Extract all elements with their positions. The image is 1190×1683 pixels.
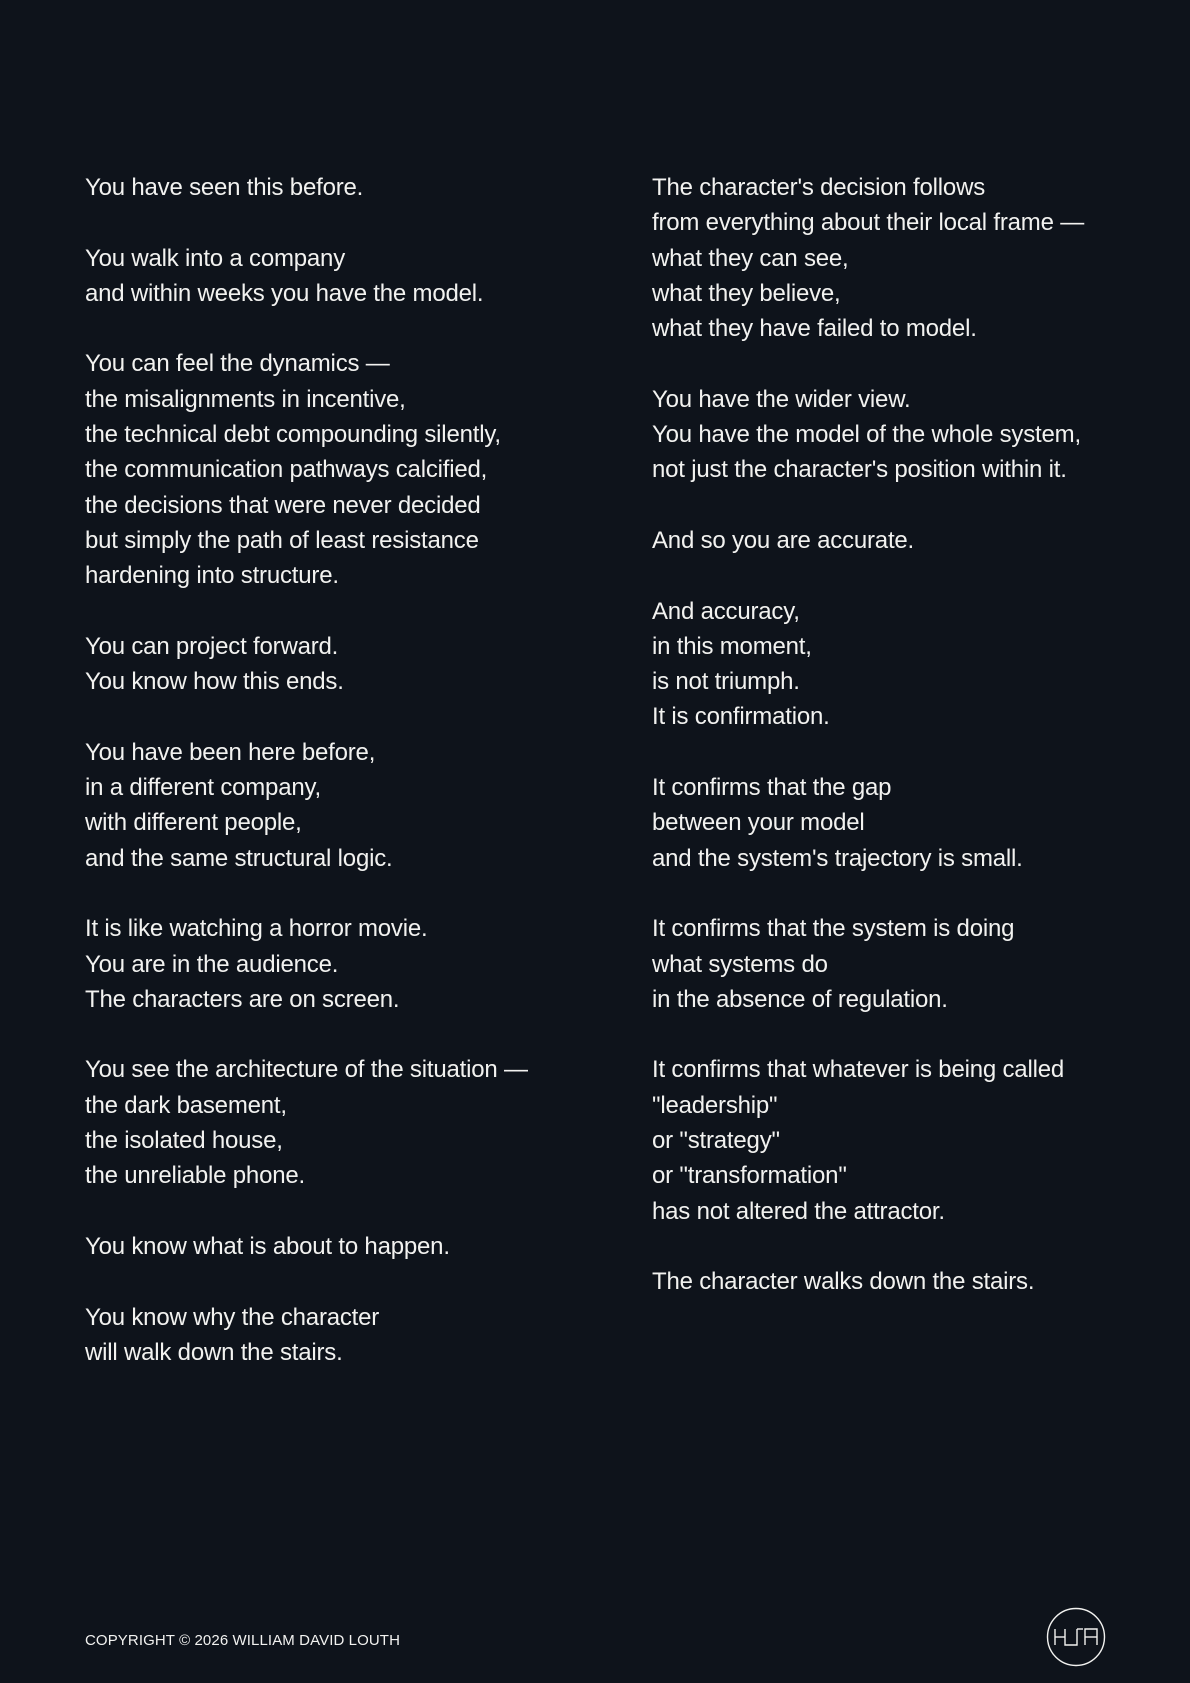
poem-stanza [652,770,1172,876]
poem-line: in a different company, [85,774,321,802]
poem-line: hardening into structure. [85,562,339,590]
poem-line: or "strategy" [652,1127,780,1155]
poem-line: but simply the path of least resistance [85,526,479,554]
poem-stanza [85,735,605,876]
poem-line: You know what is about to happen. [85,1232,450,1260]
poem-line: You have seen this before. [85,174,364,201]
poem-stanza [85,911,605,1017]
poem-line: You have the wider view. [652,385,911,413]
poem-line: You know why the character [85,1303,380,1331]
poem-line: the isolated house, [85,1127,283,1155]
poem-line: the dark basement, [85,1091,287,1119]
poem-line: will walk down the stairs. [85,1338,343,1366]
poem-stanza [652,594,1172,735]
poem-line: is not triumph. [652,668,800,696]
poem-left-column [85,170,605,1405]
poem-line: You have the model of the whole system, [652,421,1081,449]
poem-line: the misalignments in incentive, [85,385,406,413]
poem-line: It confirms that the system is doing [652,915,1015,943]
poem-line: with different people, [85,809,302,837]
poem-line: You know how this ends. [85,668,344,696]
poem-line: in the absence of regulation. [652,985,948,1013]
poem-line: in this moment, [652,632,812,660]
poem-line: what they have failed to model. [652,315,977,343]
poem-line: what systems do [652,950,828,978]
poem-stanza [652,911,1172,1017]
poem-stanza [85,170,605,205]
poem-line: The character's decision follows [652,174,985,201]
monogram-logo-icon [1046,1607,1106,1667]
poem-line: not just the character's position within it. [652,456,1067,484]
poem-stanza [652,1264,1172,1299]
poem-line: The character walks down the stairs. [652,1268,1035,1296]
poem-line: the communication pathways calcified, [85,456,488,484]
poem-line: It confirms that the gap [652,774,892,802]
poem-stanza [652,1052,1172,1228]
poem-line: You are in the audience. [85,950,339,978]
poem-stanza [85,241,605,312]
poem-line: And so you are accurate. [652,526,915,554]
footer-copyright: COPYRIGHT © 2026 WILLIAM DAVID LOUTH [85,1632,401,1649]
poem-stanza [85,629,605,700]
poem-line: It is confirmation. [652,703,830,731]
poem-line: And accuracy, [652,597,800,625]
poem-line: You have been here before, [85,738,376,766]
poem-stanza [85,1300,605,1371]
poem-line: what they believe, [652,279,841,307]
poem-line: You can feel the dynamics — [85,350,390,378]
poem-line: You can project forward. [85,632,339,660]
poem-line: between your model [652,809,865,837]
poem-line: and the system's trajectory is small. [652,844,1023,872]
poem-line: You see the architecture of the situation — [85,1056,528,1084]
poem-line: the technical debt compounding silently, [85,421,501,449]
poem-line: the decisions that were never decided [85,491,481,519]
poem-line: "leadership" [652,1091,778,1119]
poem-line: what they can see, [652,244,849,272]
poem-stanza [652,170,1172,346]
poem-line: You walk into a company [85,244,346,272]
poem-stanza [652,523,1172,558]
poem-line: from everything about their local frame — [652,209,1084,237]
poem-line: and within weeks you have the model. [85,279,484,307]
poem-line: and the same structural logic. [85,844,393,872]
poem-stanza [85,1229,605,1264]
poem-line: has not altered the attractor. [652,1197,945,1225]
poem-stanza [652,382,1172,488]
poem-stanza [85,346,605,593]
poem-line: The characters are on screen. [85,985,400,1013]
poem-stanza [85,1052,605,1193]
poem-line: or "transformation" [652,1162,847,1190]
poem-line: It is like watching a horror movie. [85,915,428,943]
poem-line: the unreliable phone. [85,1162,305,1190]
poem-line: It confirms that whatever is being called [652,1056,1064,1084]
poem-right-column [652,170,1172,1335]
